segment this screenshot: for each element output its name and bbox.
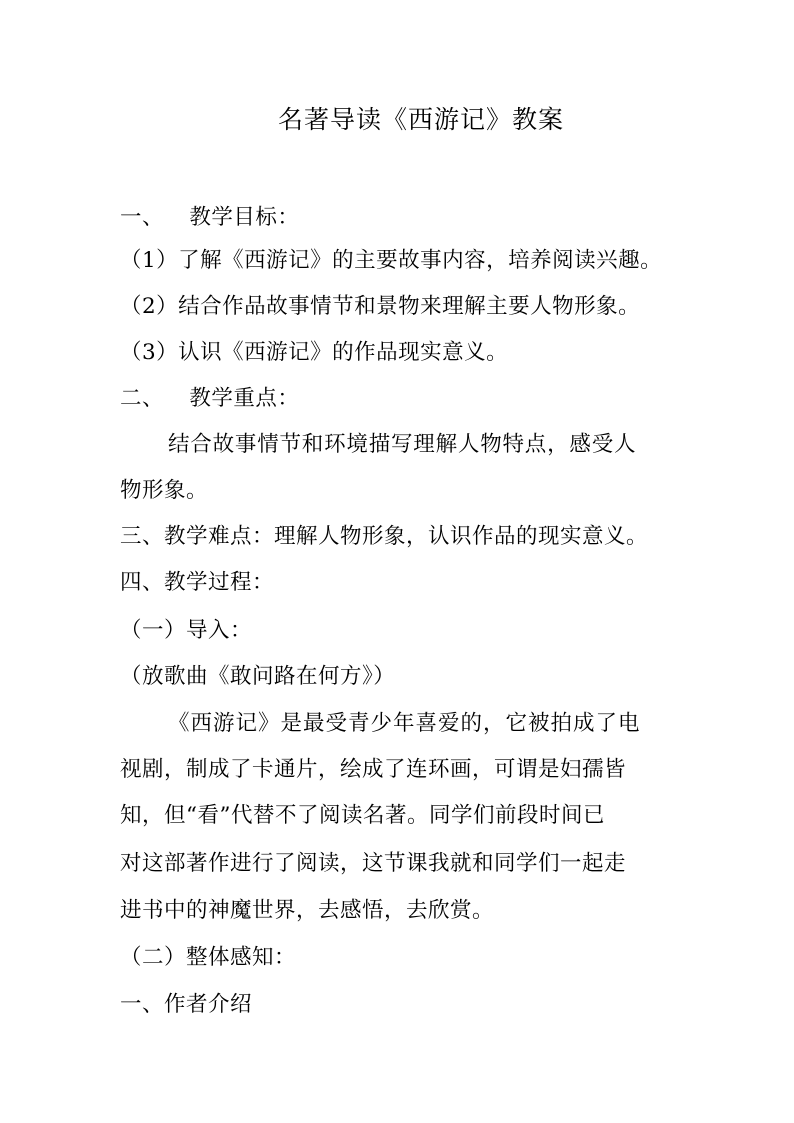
subsection1-heading: （一）导入：	[120, 618, 253, 643]
section1-item-1: （1）了解《西游记》的主要故事内容，培养阅读兴趣。	[120, 248, 663, 273]
paragraph-line-2: 视剧，制成了卡通片，绘成了连环画，可谓是妇孺皆	[120, 757, 627, 782]
section4-heading: 四、教学过程：	[120, 570, 275, 595]
subsection2-heading: （二）整体感知：	[120, 945, 297, 970]
section1-number: 一、	[120, 205, 165, 230]
section2-heading	[120, 384, 299, 414]
paragraph-line-4: 对这部著作进行了阅读，这节课我就和同学们一起走	[120, 851, 627, 876]
page-title: 名著导读《西游记》教案	[277, 105, 564, 134]
section2-number: 二、	[120, 386, 165, 411]
section1-item-3: （3）认识《西游记》的作品现实意义。	[120, 340, 509, 365]
subsection2-item-1: 一、作者介绍	[120, 992, 253, 1017]
section1-heading	[120, 203, 299, 233]
section1-item-2: （2）结合作品故事情节和景物来理解主要人物形象。	[120, 294, 641, 319]
section2-body-line-2: 物形象。	[120, 478, 209, 503]
section1-heading-text: 教学目标：	[189, 205, 300, 230]
section2-body-line-1: 结合故事情节和环境描写理解人物特点，感受人	[168, 432, 637, 457]
paragraph-line-1: 《西游记》是最受青少年喜爱的，它被拍成了电	[168, 711, 641, 736]
paragraph-line-5: 进书中的神魔世界，去感悟，去欣赏。	[120, 898, 495, 923]
section2-heading-text: 教学重点：	[189, 386, 300, 411]
subsection1-note: （放歌曲《敢问路在何方》）	[120, 664, 396, 689]
section3-text: 三、教学难点：理解人物形象，认识作品的现实意义。	[120, 524, 649, 549]
paragraph-line-3: 知，但“看”代替不了阅读名著。同学们前段时间已	[120, 803, 605, 828]
